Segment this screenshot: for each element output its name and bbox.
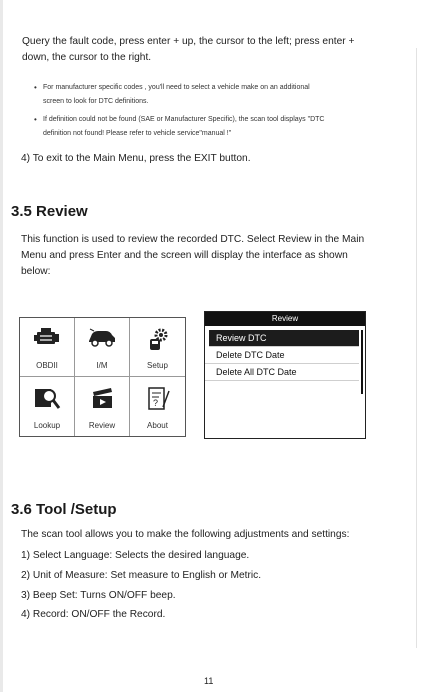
menu-item-review-dtc[interactable]: Review DTC	[209, 330, 359, 347]
section-3-6-heading: 3.6 Tool /Setup	[11, 501, 117, 518]
page-margin-rule	[416, 48, 417, 648]
menu-label-obdii: OBDII	[36, 361, 58, 370]
setup-item-record: 4) Record: ON/OFF the Record.	[21, 609, 166, 620]
menu-cell-review	[75, 377, 130, 436]
bullet-2-line-2: definition not found! Please refer to vehicle service"manual !"	[43, 130, 232, 137]
bullet-dot-icon: •	[34, 115, 37, 124]
menu-label-about: About	[147, 421, 168, 430]
menu-cell-im	[75, 318, 130, 377]
page-edge	[0, 0, 3, 692]
bullet-1-line-2: screen to look for DTC definitions.	[43, 98, 149, 105]
menu-cell-setup	[130, 318, 185, 377]
gear-icon	[145, 326, 171, 352]
engine-icon	[34, 326, 60, 348]
setup-item-unit: 2) Unit of Measure: Set measure to English or Metric.	[21, 570, 262, 581]
bullet-1-line-1: • For manufacturer specific codes , you'll need to select a vehicle make on an additional	[34, 83, 310, 92]
menu-label-lookup: Lookup	[33, 421, 61, 430]
car-icon	[87, 326, 117, 348]
menu-item-delete-all-dtc-date[interactable]: Delete All DTC Date	[205, 364, 359, 381]
main-menu-grid	[19, 317, 186, 437]
setup-intro: The scan tool allows you to make the following adjustments and settings:	[21, 529, 350, 540]
svg-text:?: ?	[152, 398, 158, 408]
menu-label-review: Review	[88, 421, 116, 430]
menu-label-im: I/M	[96, 361, 108, 370]
intro-line-2: down, the cursor to the right.	[22, 52, 152, 63]
document-icon	[145, 385, 171, 413]
clapperboard-icon	[89, 385, 115, 411]
review-screen-title: Review	[205, 312, 365, 326]
review-screen	[204, 311, 366, 439]
menu-cell-lookup	[20, 377, 75, 436]
section-3-5-heading: 3.5 Review	[11, 203, 88, 220]
exit-instruction: 4) To exit to the Main Menu, press the EXIT button.	[21, 153, 251, 164]
review-description-line-3: below:	[21, 266, 51, 277]
menu-cell-about	[130, 377, 185, 436]
intro-line-1: Query the fault code, press enter + up, the cursor to the left; press enter +	[22, 36, 355, 47]
bullet-dot-icon: •	[34, 83, 37, 92]
page-number: 11	[204, 676, 214, 686]
review-description-line-2: Menu and press Enter and the screen will display the interface as shown	[21, 250, 348, 261]
menu-cell-obdii	[20, 318, 75, 377]
scrollbar[interactable]	[361, 330, 363, 394]
magnifier-icon	[33, 385, 61, 413]
setup-item-beep: 3) Beep Set: Turns ON/OFF beep.	[21, 590, 176, 601]
setup-item-language: 1) Select Language: Selects the desired language.	[21, 550, 250, 561]
bullet-2-line-1: • If definition could not be found (SAE or Manufacturer Specific), the scan tool displays "DTC	[34, 115, 325, 124]
menu-item-delete-dtc-date[interactable]: Delete DTC Date	[205, 347, 359, 364]
menu-label-setup: Setup	[147, 361, 168, 370]
review-description-line-1: This function is used to review the recorded DTC. Select Review in the Main	[21, 234, 365, 245]
